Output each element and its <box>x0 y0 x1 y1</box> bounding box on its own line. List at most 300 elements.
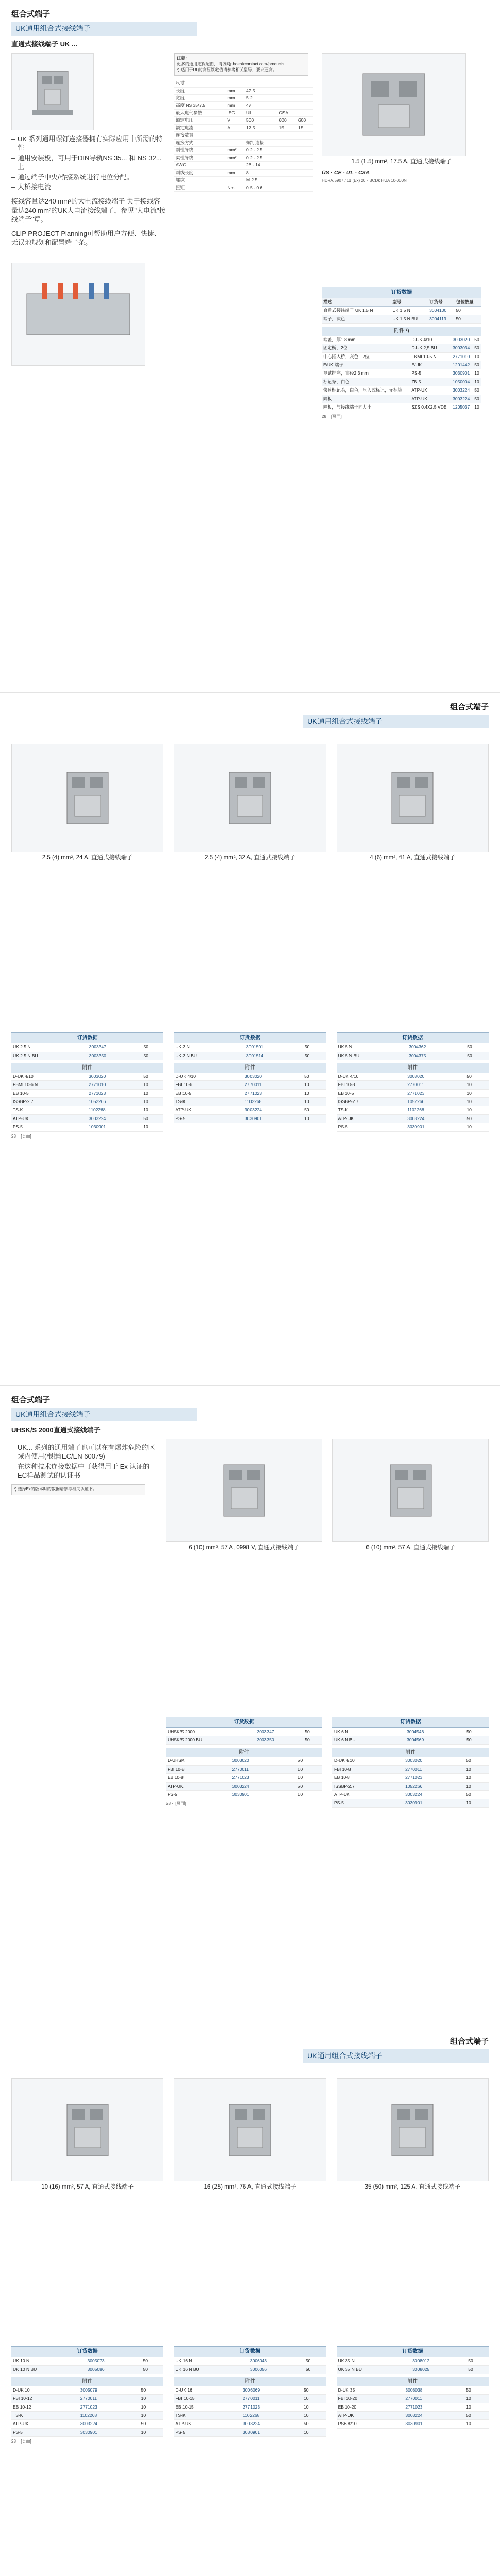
table-cell: TS-K <box>11 2412 79 2420</box>
table-cell: ATP-UK <box>174 2420 241 2428</box>
table-cell: 3003224 <box>87 1114 142 1123</box>
product-photo <box>166 1439 322 1542</box>
table-cell: 50 <box>473 361 481 369</box>
table-cell: 高度 NS 35/7.5 <box>174 102 226 109</box>
table-cell: 螺钉连接 <box>245 139 278 146</box>
table-cell: 刚性导线 <box>174 147 226 154</box>
table-cell: 1052266 <box>87 1098 142 1106</box>
product-photo <box>337 744 489 852</box>
table-cell: UK 35 N <box>337 2357 411 2365</box>
table-row <box>322 403 481 412</box>
table-cell: UK 3 N <box>174 1043 245 1052</box>
table-cell: 10 <box>464 1765 489 1773</box>
table-cell: 50 <box>466 2357 489 2365</box>
table-cell: 3030901 <box>79 2428 140 2436</box>
table-cell: 隔板，与接线端子同大小 <box>322 403 410 412</box>
feature-item: – UK... 系列的通用端子也可以在有爆炸危险的区域内使用(根据IEC/EN 60079) <box>11 1443 156 1461</box>
table-cell: TS-K <box>11 1106 87 1114</box>
table-cell: 柔性导线 <box>174 154 226 161</box>
table-cell <box>278 132 297 139</box>
table-row <box>166 1782 322 1790</box>
order-data-header: 订货数据 <box>322 287 481 298</box>
table-cell: UK 1,5 N BU <box>391 315 428 323</box>
accessories-header: 附件 <box>174 2377 326 2386</box>
table-cell: E/UK 端子 <box>322 361 410 369</box>
table-cell: 3003224 <box>243 1106 303 1114</box>
table-row <box>337 1098 489 1106</box>
table-row <box>174 147 313 154</box>
table-cell: 额定电压 <box>174 117 226 124</box>
table-row <box>174 1052 326 1060</box>
table-cell: D-UK 35 <box>337 2386 404 2395</box>
table-cell: 2771023 <box>243 1089 303 1097</box>
table-cell: 2771023 <box>79 2403 140 2411</box>
table-cell: UK 6 N BU <box>332 1736 405 1744</box>
table-cell <box>278 80 297 87</box>
table-cell: UK 16 N BU <box>174 2365 248 2374</box>
table-cell: PS-5 <box>337 1123 406 1131</box>
table-cell: 50 <box>142 1114 163 1123</box>
order-table <box>322 298 481 324</box>
table-row <box>11 2386 163 2395</box>
high-current-paragraph: 接线容量达240 mm²的大电流接线端子 关于接线容量达240 mm²的UK大电流接线端子，参见"大电流"接线端子"章。 <box>11 197 166 224</box>
product-column <box>174 744 326 1140</box>
order-data-header: 订货数据 <box>11 2346 163 2358</box>
table-cell <box>297 139 313 146</box>
terminal-block-icon <box>214 2083 286 2176</box>
clip-project-paragraph: CLIP PROJECT Planning可帮助用户方便、快捷、无误地规划和配置端子条。 <box>11 229 161 247</box>
table-cell: PS-5 <box>11 1123 87 1131</box>
table-row <box>166 1791 322 1799</box>
table-cell: EB 10-5 <box>11 1089 87 1097</box>
table-cell <box>278 87 297 94</box>
table-cell: FBMI 10-6 N <box>11 1081 87 1089</box>
table-cell: 50 <box>465 1052 489 1060</box>
table-cell: 10 <box>303 1114 326 1123</box>
table-cell: 2771023 <box>404 1774 464 1782</box>
table-cell: 50 <box>465 1073 489 1081</box>
table-cell: TS-K <box>174 2412 241 2420</box>
table-cell: ISSBP-2.7 <box>337 1098 406 1106</box>
order-table <box>11 1043 163 1060</box>
table-cell: 15 <box>278 124 297 131</box>
table-cell: 50 <box>473 395 481 403</box>
table-row <box>174 124 313 131</box>
accessories-header: 附件 <box>337 1063 489 1073</box>
table-row <box>322 307 481 315</box>
table-cell: 10 <box>142 1081 163 1089</box>
table-row <box>11 2420 163 2428</box>
order-data-header: 订货数据 <box>166 1717 322 1728</box>
table-cell <box>226 80 245 87</box>
table-cell: 3030901 <box>451 369 473 378</box>
table-cell: 50 <box>473 336 481 344</box>
table-cell: 10 <box>464 1774 489 1782</box>
table-cell <box>297 169 313 176</box>
feature-item: – UK 系列通用螺钉连接器拥有实际应用中所需的特性 <box>11 134 166 152</box>
table-cell: 2770011 <box>243 1081 303 1089</box>
table-cell: 1102268 <box>87 1106 142 1114</box>
table-cell: SZS 0,4X2,5 VDE <box>410 403 451 412</box>
section-banner: UK通用组合式接线端子 <box>303 2049 489 2063</box>
product-caption: 4 (6) mm², 41 A, 直通式接线端子 <box>370 855 456 861</box>
table-cell: ATP-UK <box>410 386 451 395</box>
table-row <box>11 1081 163 1089</box>
table-cell: 50 <box>465 1728 489 1736</box>
table-cell: 1050004 <box>451 378 473 386</box>
table-cell: PS-5 <box>332 1799 404 1807</box>
table-cell: 3003020 <box>243 1073 303 1081</box>
table-row <box>174 177 313 184</box>
table-cell: 50 <box>302 2386 326 2395</box>
accessories-header: 附件 <box>174 1063 326 1073</box>
table-cell: 50 <box>473 344 481 352</box>
table-cell: 2771010 <box>451 352 473 361</box>
terminal-strip-photo <box>11 263 145 366</box>
table-cell: 3008025 <box>411 2365 466 2374</box>
table-cell: 3008038 <box>404 2386 464 2395</box>
table-cell: UK 6 N <box>332 1728 405 1736</box>
table-cell: 26 - 14 <box>245 162 278 169</box>
table-cell: 50 <box>303 1736 322 1744</box>
table-row <box>174 1081 326 1089</box>
table-cell: 0.5 - 0.6 <box>245 184 278 191</box>
table-cell <box>278 169 297 176</box>
approval-row <box>322 169 481 176</box>
table-cell <box>278 102 297 109</box>
table-cell: 3006069 <box>241 2386 302 2395</box>
table-cell: 10 <box>303 1098 326 1106</box>
product-photo <box>174 744 326 852</box>
table-cell: 10 <box>142 1098 163 1106</box>
table-row <box>11 1114 163 1123</box>
table-cell: UK 10 N <box>11 2357 86 2365</box>
table-cell: 3003224 <box>451 386 473 395</box>
table-cell: 10 <box>303 1089 326 1097</box>
running-title: 组合式端子 <box>11 1396 51 1404</box>
table-cell: 47 <box>245 102 278 109</box>
table-row <box>174 1089 326 1097</box>
feature-item: – 大桥接电流 <box>11 182 166 192</box>
product-photo <box>332 1439 489 1542</box>
product-column <box>174 2078 326 2445</box>
table-cell: A <box>226 124 245 131</box>
table-row <box>11 2428 163 2436</box>
table-cell: 10 <box>465 1123 489 1131</box>
table-cell: 50 <box>303 1043 326 1052</box>
table-row <box>332 1765 489 1773</box>
table-cell: 扭矩 <box>174 184 226 191</box>
table-cell <box>297 132 313 139</box>
table-row <box>337 1123 489 1131</box>
table-row <box>337 1114 489 1123</box>
table-cell: 3003020 <box>451 336 473 344</box>
table-cell <box>226 132 245 139</box>
table-cell: 端盖，厚1.8 mm <box>322 336 410 344</box>
product-column <box>11 744 163 1140</box>
order-table <box>174 1043 326 1060</box>
table-row <box>174 1043 326 1052</box>
table-cell: UK 2.5 N <box>11 1043 88 1052</box>
product-column <box>337 744 489 1140</box>
table-cell: D-UK 4/10 <box>332 1757 404 1765</box>
table-cell: 50 <box>302 2420 326 2428</box>
table-cell: 3030901 <box>404 1799 464 1807</box>
table-cell <box>297 162 313 169</box>
table-row <box>337 1089 489 1097</box>
table-cell: ATP-UK <box>337 1114 406 1123</box>
table-cell: FBI 10-8 <box>166 1765 231 1773</box>
table-cell <box>278 139 297 146</box>
table-cell: 3008012 <box>411 2357 466 2365</box>
table-row <box>174 95 313 102</box>
table-cell: IEC <box>226 109 245 116</box>
table-cell: ISSBP-2.7 <box>332 1782 404 1790</box>
notes-box: ¹) 选择Ex的版本时的数据请参考相关认证书。 <box>11 1484 145 1495</box>
table-row <box>11 1106 163 1114</box>
table-cell: 50 <box>142 2357 164 2365</box>
table-row <box>332 1757 489 1765</box>
table-cell: PS-5 <box>174 1114 243 1123</box>
table-cell: 50 <box>466 2365 489 2374</box>
table-cell: PS-5 <box>11 2428 79 2436</box>
terminal-block-icon <box>342 58 445 151</box>
table-cell: 3003224 <box>404 2412 464 2420</box>
table-cell: ATP-UK <box>337 2412 404 2420</box>
table-cell: 3003350 <box>88 1052 142 1060</box>
table-cell: 2771023 <box>87 1089 142 1097</box>
table-cell: TS-K <box>174 1098 243 1106</box>
table-cell: 3003020 <box>87 1073 142 1081</box>
approval-marks: ÜS · CE · UL · CSA <box>322 170 370 176</box>
table-row <box>322 378 481 386</box>
table-row <box>174 162 313 169</box>
table-row <box>174 2412 326 2420</box>
table-row <box>332 1728 489 1736</box>
table-cell: 50 <box>454 315 481 323</box>
table-cell: 3003350 <box>255 1736 303 1744</box>
table-cell: 2770011 <box>406 1081 465 1089</box>
table-cell: 10 <box>140 2412 164 2420</box>
table-cell: D-UK 16 <box>174 2386 241 2395</box>
table-row <box>174 1098 326 1106</box>
table-cell: mm <box>226 169 245 176</box>
table-cell: 10 <box>140 2428 164 2436</box>
table-cell: D-UK 4/10 <box>174 1073 243 1081</box>
table-row <box>11 1073 163 1081</box>
table-cell: UHSK/S 2000 <box>166 1728 255 1736</box>
table-row <box>174 169 313 176</box>
table-cell: FBMI 10-5 N <box>410 352 451 361</box>
table-cell: 50 <box>303 1052 326 1060</box>
product-photo-uk-large <box>322 53 466 156</box>
table-cell: 直通式接线端子 UK 1.5 N <box>322 307 391 315</box>
table-row <box>166 1757 322 1765</box>
spec-table <box>174 80 313 192</box>
running-title: 组合式端子 <box>449 703 489 711</box>
table-cell: 10 <box>142 1123 163 1131</box>
table-cell: UK 1,5 N <box>391 307 428 315</box>
table-cell: 3003034 <box>451 344 473 352</box>
table-cell <box>297 109 313 116</box>
section-banner: UK通用组合式接线端子 <box>11 22 197 36</box>
table-row <box>166 1774 322 1782</box>
order-data-header: 订货数据 <box>174 1032 326 1044</box>
notes-box <box>174 53 308 76</box>
terminal-block-icon <box>52 2083 124 2176</box>
table-cell: 1052266 <box>406 1098 465 1106</box>
catalog-sheet-1 <box>0 0 500 693</box>
table-cell <box>278 177 297 184</box>
table-cell: PSB 8/10 <box>337 2420 404 2428</box>
order-data-header: 订货数据 <box>337 2346 489 2358</box>
table-cell: 3004569 <box>405 1736 465 1744</box>
table-cell: 剥线长度 <box>174 169 226 176</box>
table-cell: 50 <box>464 1757 489 1765</box>
table-cell: 500 <box>245 117 278 124</box>
product-column <box>166 1439 322 1808</box>
table-row <box>337 2365 489 2374</box>
table-cell: 10 <box>303 1081 326 1089</box>
table-row <box>337 2357 489 2365</box>
accessories-header: 附件 <box>11 2377 163 2386</box>
table-row <box>174 102 313 109</box>
accessories-table <box>11 2386 163 2437</box>
table-cell: 端子，灰色 <box>322 315 391 323</box>
table-cell: 600 <box>297 117 313 124</box>
table-cell: mm <box>226 102 245 109</box>
table-cell: 10 <box>473 369 481 378</box>
table-row <box>174 2428 326 2436</box>
table-cell: 螺纹 <box>174 177 226 184</box>
table-cell: 快速标记头，白色，压入式标记，无标签 <box>322 386 410 395</box>
table-cell: 额定电流 <box>174 124 226 131</box>
table-cell: 50 <box>140 2420 164 2428</box>
table-cell <box>278 154 297 161</box>
table-cell: 3003020 <box>404 1757 464 1765</box>
accessories-table <box>11 1073 163 1132</box>
accessories-header: 附件 ¹) <box>322 327 481 336</box>
table-cell <box>297 184 313 191</box>
table-cell: 3006043 <box>248 2357 304 2365</box>
table-cell: 3006056 <box>248 2365 304 2374</box>
table-cell: 50 <box>142 2365 164 2374</box>
table-cell: ZB 5 <box>410 378 451 386</box>
product-column <box>11 2078 163 2445</box>
notes-line: 更多的通用定保配图，请访问phoenixcontact.com/products <box>177 62 285 67</box>
page-footer: 28 · [页面] <box>11 2439 31 2444</box>
column-header: 型号 <box>391 298 428 307</box>
table-cell: EB 10-8 <box>332 1774 404 1782</box>
terminal-block-icon <box>376 2083 448 2176</box>
table-row <box>174 154 313 161</box>
table-cell: 2770011 <box>404 2395 464 2403</box>
order-table <box>166 1728 322 1745</box>
table-row <box>174 2357 326 2365</box>
table-cell: 2771023 <box>231 1774 296 1782</box>
table-row <box>174 117 313 124</box>
table-cell: 10 <box>140 2395 164 2403</box>
table-row <box>322 386 481 395</box>
table-cell: 50 <box>296 1782 322 1790</box>
table-cell: 测试插座，直径2.3 mm <box>322 369 410 378</box>
table-row <box>11 1052 163 1060</box>
terminal-block-icon <box>376 749 448 847</box>
table-cell: 0.2 - 2.5 <box>245 147 278 154</box>
table-cell: 1102268 <box>241 2412 302 2420</box>
page-footer: 28 · [页面] <box>11 1133 31 1139</box>
table-cell: 50 <box>303 1073 326 1081</box>
table-cell: 50 <box>464 2412 489 2420</box>
product-caption: 2.5 (4) mm², 24 A, 直通式接线端子 <box>42 855 133 861</box>
catalog-sheet-3 <box>0 1386 500 2027</box>
table-cell: mm² <box>226 147 245 154</box>
table-cell: 3004100 <box>428 307 454 315</box>
table-cell: 1201442 <box>451 361 473 369</box>
table-cell <box>278 184 297 191</box>
table-cell: 3030901 <box>241 2428 302 2436</box>
table-cell: 10 <box>302 2428 326 2436</box>
table-row <box>337 2403 489 2411</box>
product-caption: 6 (10) mm², 57 A, 直通式接线端子 <box>366 1544 455 1551</box>
feature-list <box>11 1443 156 1480</box>
table-cell: ISSBP-2.7 <box>11 1098 87 1106</box>
product-column <box>332 1439 489 1808</box>
product-photo-uk <box>11 53 94 130</box>
table-cell <box>297 154 313 161</box>
table-cell: EB 10-8 <box>166 1774 231 1782</box>
product-caption: 6 (10) mm², 57 A, 0998 V, 直通式接线端子 <box>189 1544 299 1551</box>
table-row <box>166 1736 322 1744</box>
table-cell: 3030901 <box>231 1791 296 1799</box>
page-footer: 28 · [页面] <box>322 414 342 419</box>
table-cell: 1102268 <box>406 1106 465 1114</box>
table-row <box>337 1106 489 1114</box>
table-cell <box>278 147 297 154</box>
accessories-header: 附件 <box>337 2377 489 2386</box>
table-row <box>166 1728 322 1736</box>
table-cell: 2771010 <box>87 1081 142 1089</box>
table-cell: 3003020 <box>231 1757 296 1765</box>
table-cell: ATP-UK <box>11 2420 79 2428</box>
table-cell: 10 <box>296 1791 322 1799</box>
order-data-header: 订货数据 <box>11 1032 163 1044</box>
running-title: 组合式端子 <box>449 2037 489 2046</box>
table-cell: D-UHSK <box>166 1757 231 1765</box>
feature-list <box>11 134 166 192</box>
table-row <box>322 361 481 369</box>
table-row <box>332 1774 489 1782</box>
table-cell <box>297 147 313 154</box>
accessories-table <box>174 2386 326 2437</box>
column-header: 描述 <box>322 298 391 307</box>
table-cell: 2771023 <box>406 1089 465 1097</box>
table-cell: mm² <box>226 154 245 161</box>
catalog-sheet-2 <box>0 693 500 1386</box>
table-cell: 隔板 <box>322 395 410 403</box>
table-cell: FBI 10-20 <box>337 2395 404 2403</box>
product-column <box>337 2078 489 2445</box>
table-cell: 3004362 <box>407 1043 465 1052</box>
accessories-header: 附件 <box>11 1063 163 1073</box>
order-table <box>332 1728 489 1745</box>
table-row <box>11 1098 163 1106</box>
table-cell: 17.5 <box>245 124 278 131</box>
table-cell: D-UK 2,5 BU <box>410 344 451 352</box>
product-caption: 16 (25) mm², 76 A, 直通式接线端子 <box>204 2184 296 2191</box>
table-cell: 中心插入桥，灰色，2位 <box>322 352 410 361</box>
table-cell: 2771023 <box>404 2403 464 2411</box>
